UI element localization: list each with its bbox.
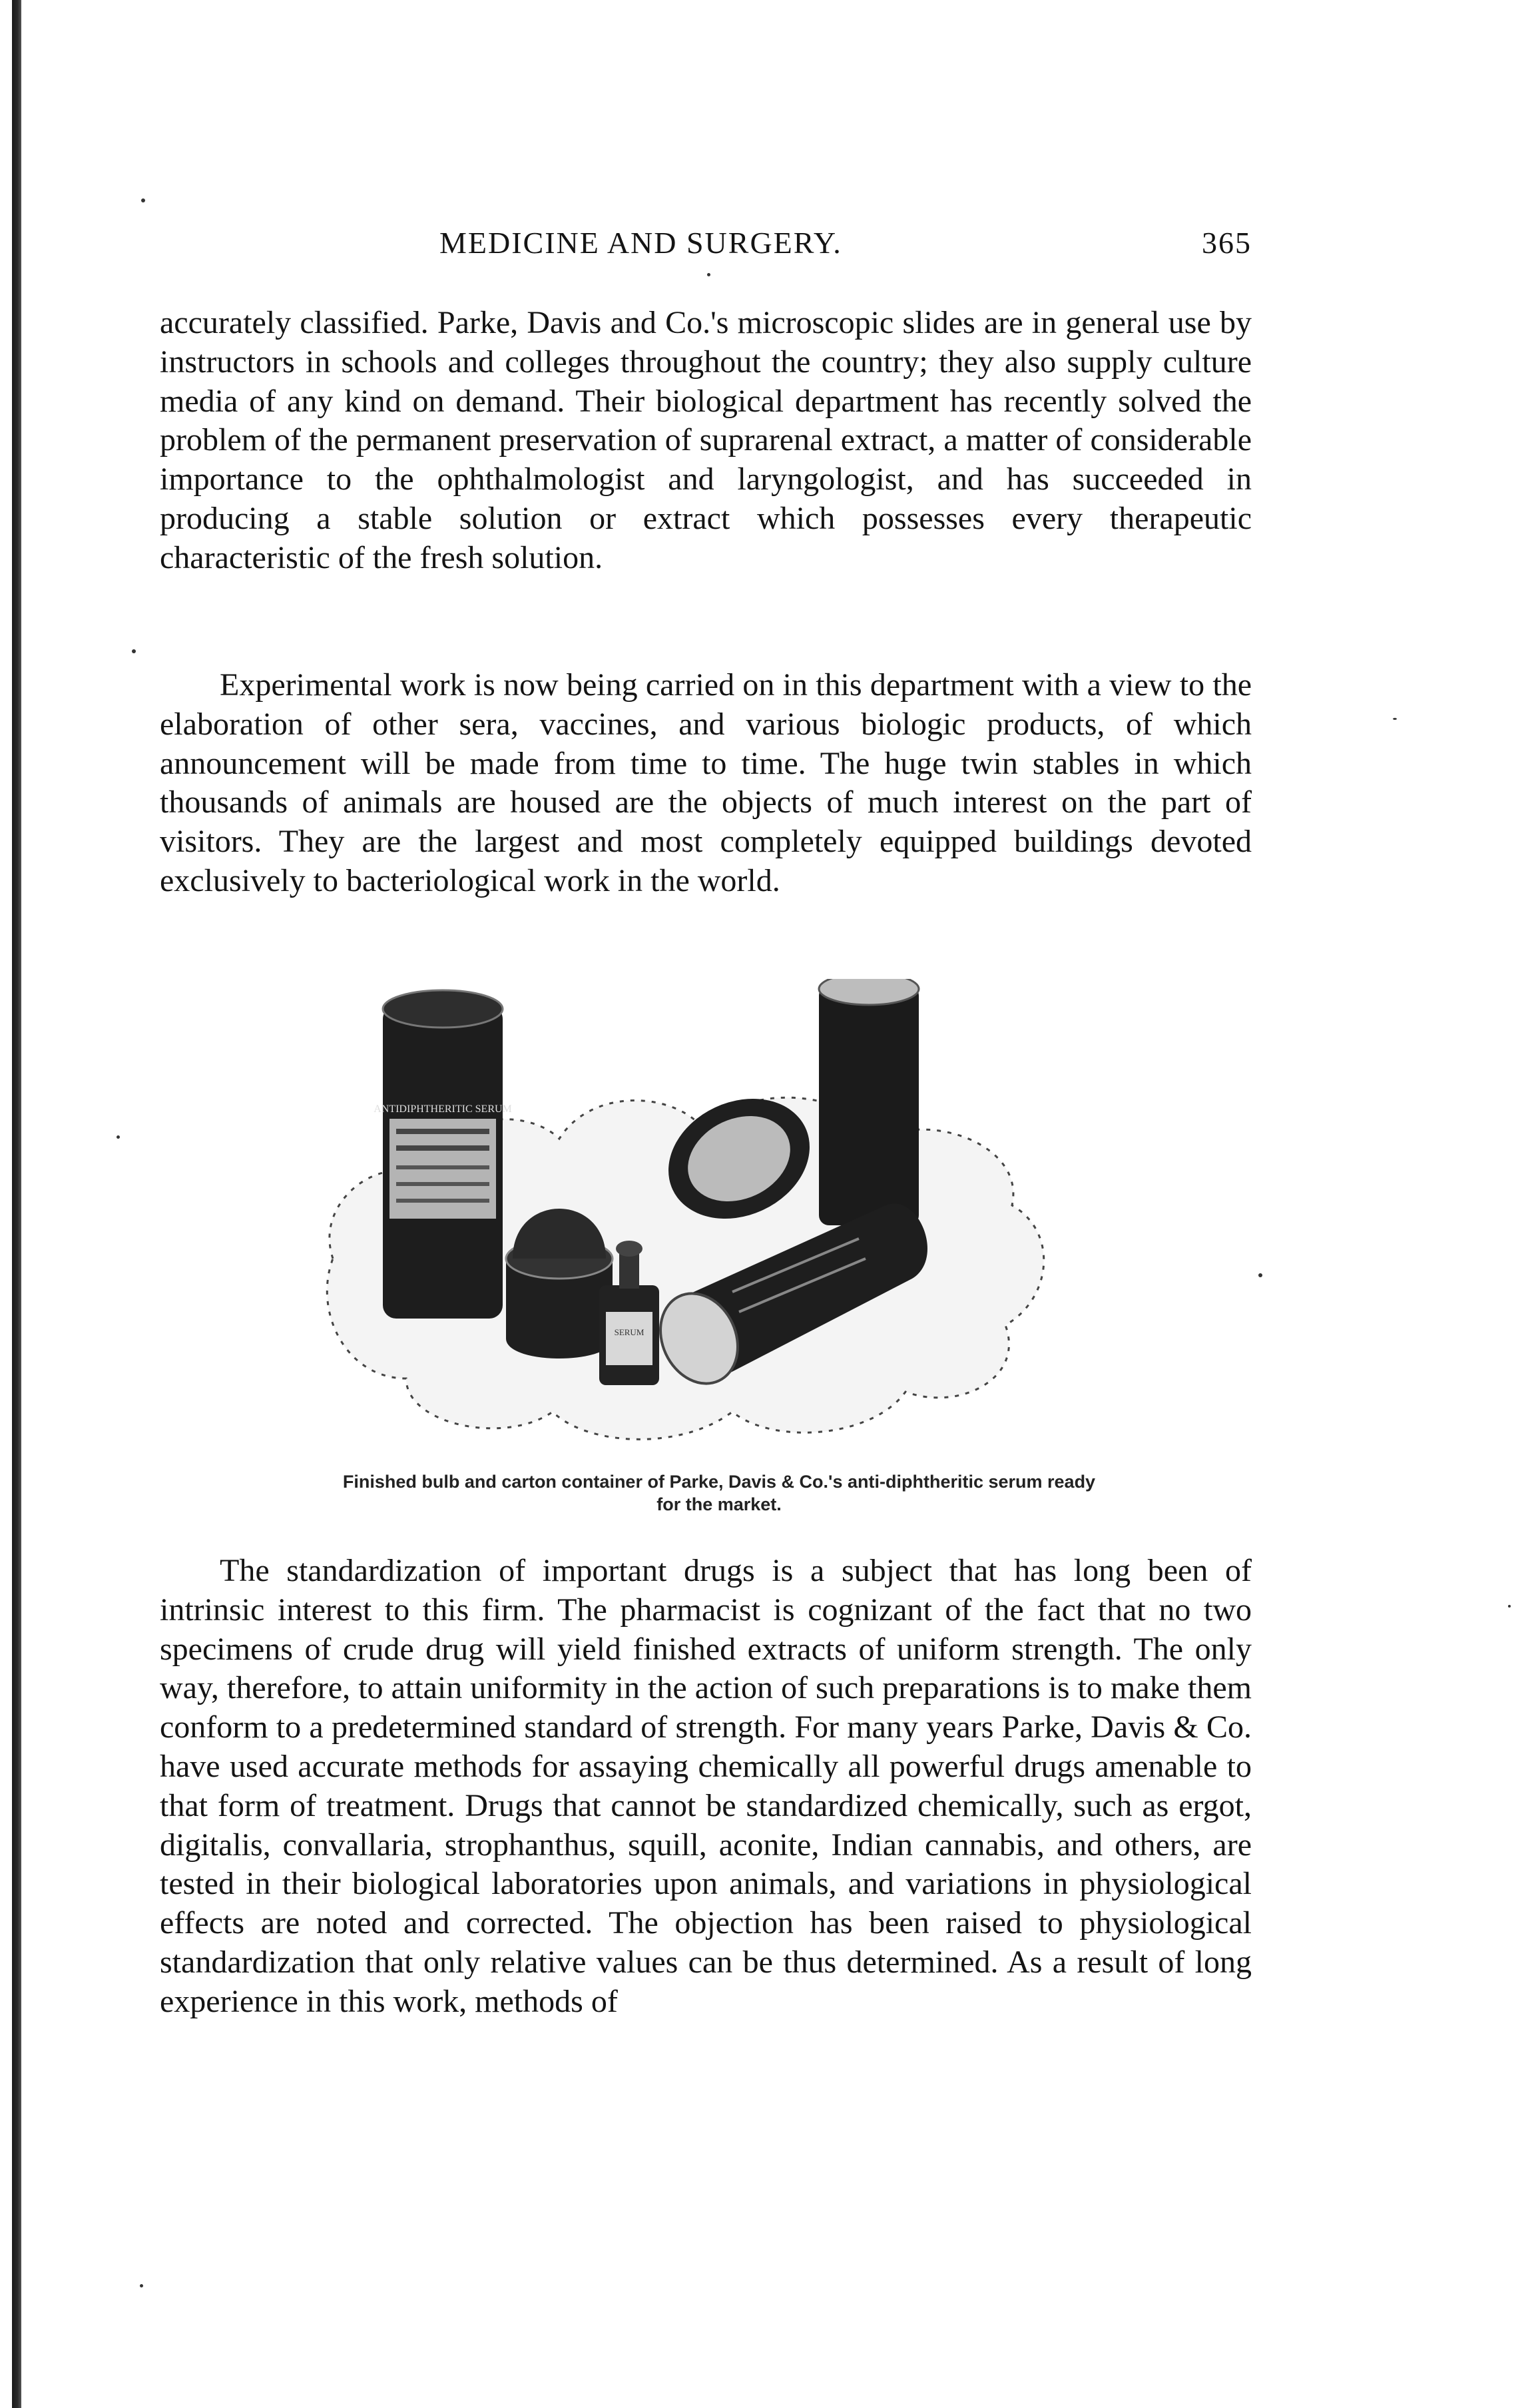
running-title: MEDICINE AND SURGERY. xyxy=(439,226,842,260)
paragraph-3: The standardization of important drugs is a subject that has long been of intrinsic interest to this firm. The pharmacist is cognizant of the fact that no two specimens of crude drug will yield finished extracts of uniform strength. The only way, therefore, to attain uniformity in the action of such preparations is to make them conform to a predetermined standard of strength. For many years Parke, Davis & Co. have used accurate methods for assaying chemically all powerful drugs amenable to that form of treatment. Drugs that cannot be standardized chemically, such as ergot, digitalis, convallaria, strophanthus, squill, aconite, Indian cannabis, and others, are tested in their biological laboratories upon animals, and variations in physiological effects are noted and corrected. The objection has been raised to physiological standardization that only relative values can be thus determined. As a result of long experience in this work, methods of xyxy=(160,1553,1252,2019)
tall-carton xyxy=(383,990,503,1319)
print-speck xyxy=(117,1135,120,1139)
paragraph-2: Experimental work is now being carried on in this department with a view to the elaboration of other sera, vaccines, and various biologic products, of which announcement will be made from time to time. The huge twin stables in which thousands of animals are housed are the objects of much interest on the part of visitors. They are the largest and most completely equipped buildings devoted exclusively to bacteriological work in the world. xyxy=(160,667,1252,898)
right-carton xyxy=(819,979,919,1225)
caption-line-2: for the market. xyxy=(656,1494,782,1514)
vial-label: SERUM xyxy=(614,1327,644,1337)
print-speck xyxy=(141,198,145,202)
carton-label: ANTIDIPHTHERITIC SERUM xyxy=(374,1103,512,1115)
round-lid-box xyxy=(506,1209,613,1358)
page-binding-edge xyxy=(0,0,36,2408)
binding-shadow-line xyxy=(12,0,21,2408)
print-speck xyxy=(707,273,710,276)
illustration-drawing xyxy=(306,979,1085,1465)
print-speck xyxy=(1393,718,1397,720)
print-speck xyxy=(1508,1605,1511,1608)
page-number: 365 xyxy=(1202,226,1252,260)
print-speck xyxy=(140,2284,143,2287)
caption-line-1: Finished bulb and carton container of Parke, Davis & Co.'s anti-diphtheritic serum ready xyxy=(342,1472,1096,1492)
figure-caption xyxy=(200,1470,1238,1516)
print-speck xyxy=(132,649,136,653)
running-header xyxy=(160,220,1252,266)
print-speck xyxy=(1258,1273,1262,1277)
serum-container-illustration xyxy=(306,979,1085,1465)
paragraph-1: accurately classified. Parke, Davis and Co.'s microscopic slides are in general use by instructors in schools and colleges throughout the country; they also supply culture media of any kind on demand. Their biological department has recently solved the problem of the permanent preservation of suprarenal extract, a matter of considerable importance to the ophthalmologist and laryngologist, and has succeeded in producing a stable solution or extract which possesses every therapeutic characteristic of the fresh solution. xyxy=(160,305,1252,575)
